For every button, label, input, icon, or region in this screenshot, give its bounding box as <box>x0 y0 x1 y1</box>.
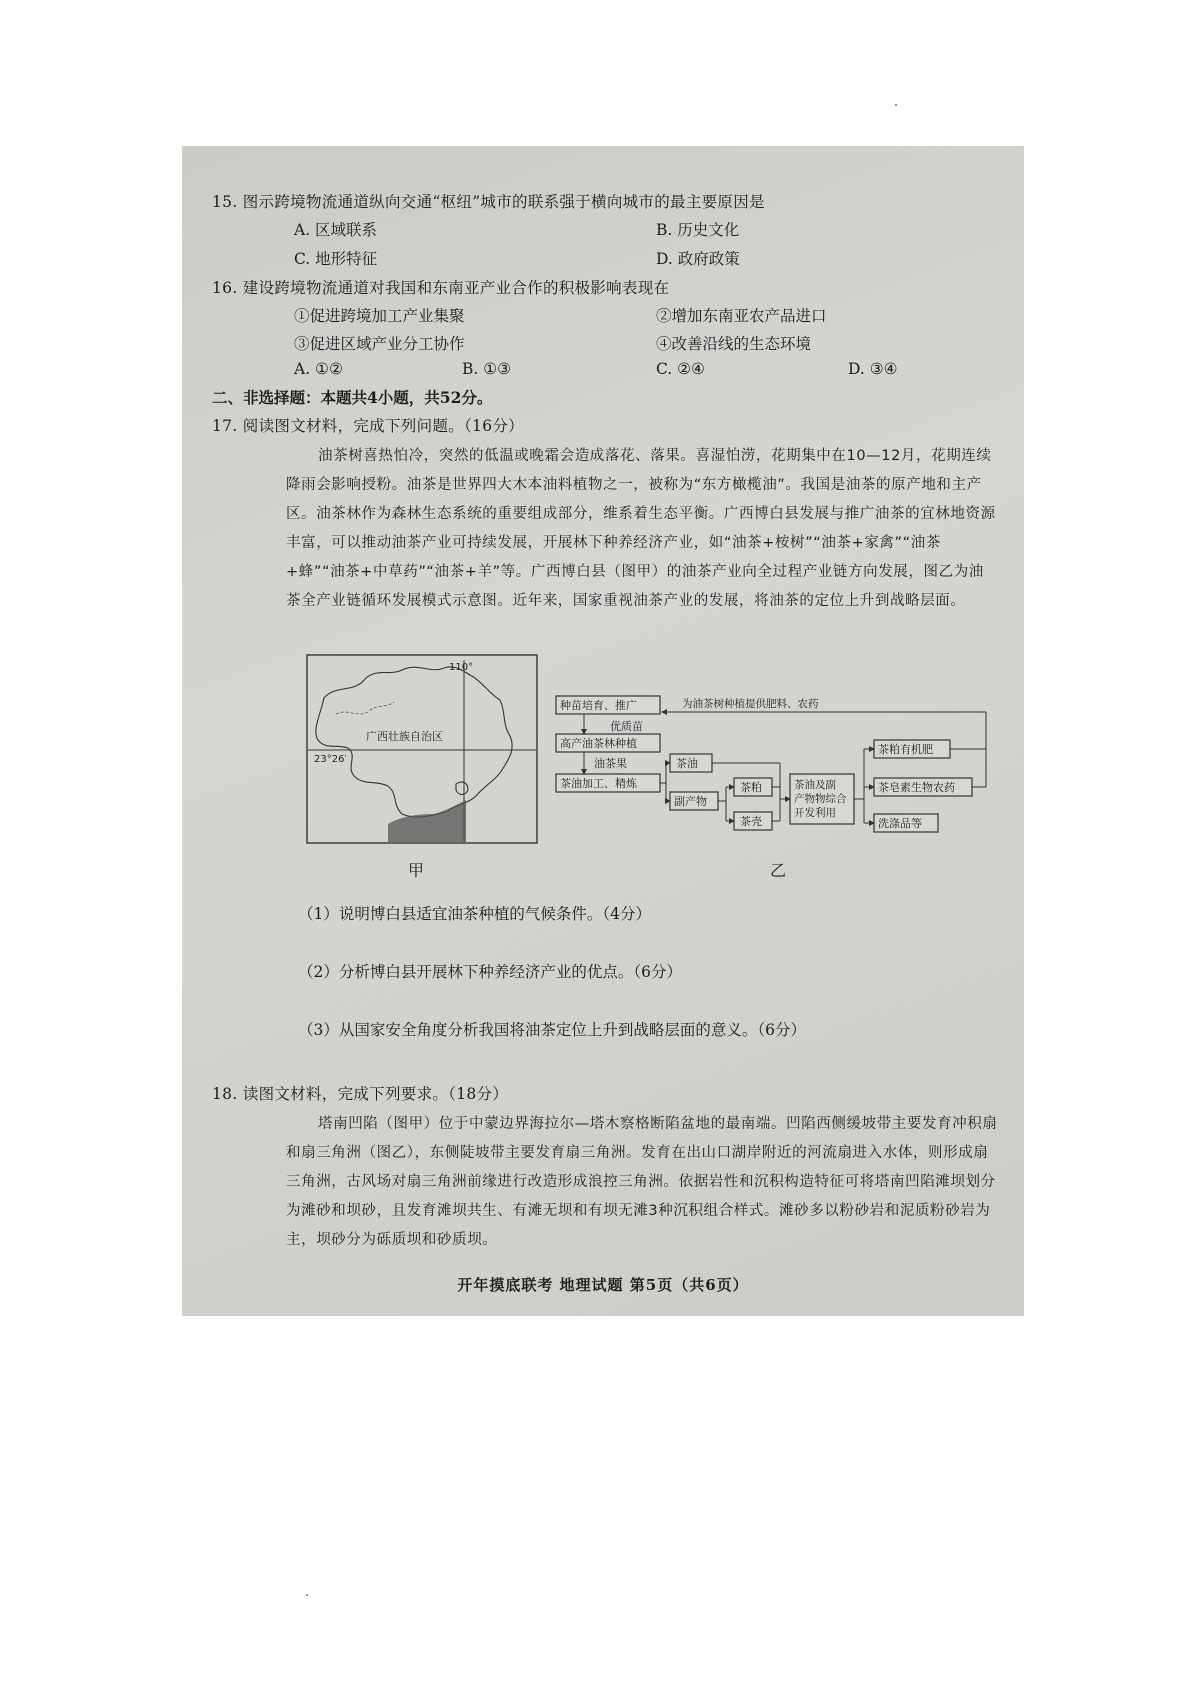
figure-a-map <box>306 654 538 844</box>
region-label: 广西壮族自治区 <box>366 730 443 743</box>
figure-b-flowchart <box>554 690 994 838</box>
q18-material: 塔南凹陷（图甲）位于中蒙边界海拉尔—塔木察格断陷盆地的最南端。凹陷西侧缓坡带主要发育冲积扇和扇三角洲（图乙），东侧陡坡带主要发育扇三角洲。发育在出山口湖岸附近的河流扇进入水体，则形成扇三角洲，古风场对扇三角洲前缘进行改造形成浪控三角洲。依据岩性和沉积构造特征可将塔南凹陷滩坝划分为滩砂和坝砂，且发育滩坝共生、有滩无坝和有坝无滩3种沉积组合样式。滩砂多以粉砂岩和泥质粉砂岩为主，坝砂分为砾质坝和砂质坝。 <box>286 1116 998 1248</box>
box-byproduct <box>670 792 718 810</box>
svg-text:茶油加工、精炼: 茶油加工、精炼 <box>560 777 637 790</box>
box-tea-shell <box>734 812 772 830</box>
svg-text:副产物: 副产物 <box>674 795 707 808</box>
q17-sub-2: （2）分析博白县开展林下种养经济产业的优点。（6分） <box>298 963 682 981</box>
box-organic-fertilizer <box>874 740 950 758</box>
svg-text:产物物综合: 产物物综合 <box>794 793 847 805</box>
scan-speck <box>306 1594 308 1596</box>
box-tea-oil <box>670 754 712 772</box>
q15-option-d: D. 政府政策 <box>656 250 740 268</box>
box-processing <box>556 774 660 792</box>
q15-option-c: C. 地形特征 <box>294 250 378 268</box>
svg-text:开发利用: 开发利用 <box>794 807 836 819</box>
figure-b-label: 乙 <box>770 861 787 880</box>
box-bio-pesticide <box>874 778 972 796</box>
box-detergent <box>874 814 938 832</box>
label-quality-seedling: 优质苗 <box>610 720 643 733</box>
q15-stem: 15. 图示跨境物流通道纵向交通“枢纽”城市的联系强于横向城市的最主要原因是 <box>212 193 765 211</box>
feedback-label: 为油茶树种植提供肥料、农药 <box>682 698 819 710</box>
q16-option-a: A. ①② <box>294 360 343 378</box>
q16-item-4: ④改善沿线的生态环境 <box>656 335 812 353</box>
q15-option-b: B. 历史文化 <box>656 221 740 239</box>
q17-sub-3: （3）从国家安全角度分析我国将油茶定位上升到战略层面的意义。（6分） <box>298 1021 806 1039</box>
q18-stem: 18. 读图文材料，完成下列要求。（18分） <box>212 1085 509 1103</box>
page-footer: 开年摸底联考 地理试题 第5页（共6页） <box>457 1276 749 1294</box>
scan-speck <box>895 104 897 106</box>
q16-stem: 16. 建设跨境物流通道对我国和东南亚产业合作的积极影响表现在 <box>212 279 670 297</box>
q17-stem: 17. 阅读图文材料，完成下列问题。（16分） <box>212 417 524 435</box>
latitude-label: 23°26′ <box>314 754 347 765</box>
q16-item-1: ①促进跨境加工产业集聚 <box>294 307 465 325</box>
q17-sub-1: （1）说明博白县适宜油茶种植的气候条件。（4分） <box>298 905 651 923</box>
svg-text:洗涤品等: 洗涤品等 <box>878 817 922 830</box>
box-plantation <box>556 734 660 752</box>
svg-text:茶油: 茶油 <box>676 757 698 770</box>
scanned-exam-page <box>182 146 1024 1316</box>
q15-option-a: A. 区域联系 <box>294 221 378 239</box>
box-seedling <box>556 696 660 714</box>
q16-option-d: D. ③④ <box>848 360 898 378</box>
q17-material: 油茶树喜热怕冷，突然的低温或晚霜会造成落花、落果。喜湿怕涝，花期集中在10—12月，花期连续降雨会影响授粉。油茶是世界四大木本油料植物之一，被称为“东方橄榄油”。我国是油茶的原产地和主产区。油茶林作为森林生态系统的重要组成部分，维系着生态平衡。广西博白县发展与推广油茶的宜林地资源丰富，可以推动油茶产业可持续发展，开展林下种养经济产业，如“油茶+桉树”“油茶+家禽”“油茶+蜂”“油茶+中草药”“油茶+羊”等。广西博白县（图甲）的油茶产业向全过程产业链方向发展，图乙为油茶全产业链循环发展模式示意图。近年来，国家重视油茶产业的发展，将油茶的定位上升到战略层面。 <box>286 448 996 609</box>
q16-option-c: C. ②④ <box>656 360 705 378</box>
section-heading: 二、非选择题：本题共4小题，共52分。 <box>212 388 493 407</box>
label-fruit: 油茶果 <box>594 757 627 770</box>
svg-text:茶皂素生物农药: 茶皂素生物农药 <box>878 781 955 794</box>
svg-text:茶粕: 茶粕 <box>740 781 762 794</box>
q16-option-b: B. ①③ <box>462 360 512 378</box>
q16-item-2: ②增加东南亚农产品进口 <box>656 307 827 325</box>
svg-text:种苗培育、推广: 种苗培育、推广 <box>560 699 637 712</box>
svg-text:茶粕有机肥: 茶粕有机肥 <box>878 743 933 756</box>
box-tea-cake <box>734 778 772 796</box>
longitude-label: 110° <box>449 662 474 673</box>
figure-a-label: 甲 <box>408 861 425 880</box>
box-comprehensive-use <box>790 774 854 824</box>
q16-item-3: ③促进区域产业分工协作 <box>294 335 465 353</box>
svg-text:茶壳: 茶壳 <box>740 815 762 828</box>
svg-text:高产油茶林种植: 高产油茶林种植 <box>560 737 637 750</box>
svg-text:茶油及副: 茶油及副 <box>794 779 836 791</box>
